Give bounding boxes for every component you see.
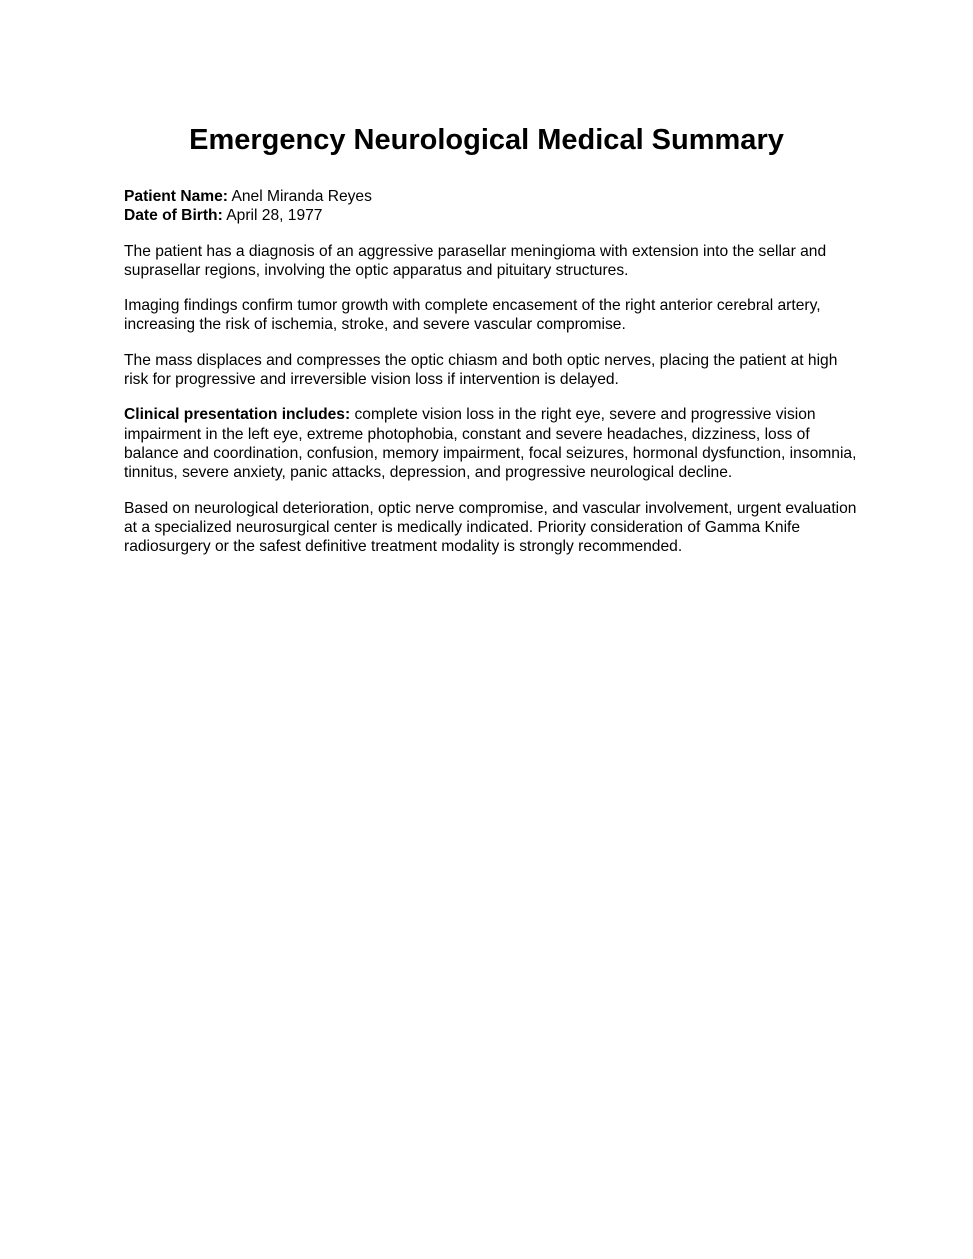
patient-name-line (124, 187, 860, 206)
date-of-birth-label: Date of Birth: (124, 207, 223, 225)
optic-compression-paragraph: The mass displaces and compresses the optic chiasm and both optic nerves, placing the patient at high risk for progressive and irreversible vision loss if intervention is delayed. (124, 351, 838, 389)
date-of-birth-line (124, 206, 860, 225)
imaging-paragraph: Imaging findings confirm tumor growth with complete encasement of the right anterior cerebral artery, increasing the risk of ischemia, stroke, and severe vascular compromise. (124, 297, 821, 334)
clinical-presentation-label: Clinical presentation includes: (124, 406, 351, 424)
document-title: Emergency Neurological Medical Summary (189, 124, 784, 156)
date-of-birth-value: April 28, 1977 (226, 207, 323, 225)
clinical-presentation-paragraph (124, 405, 860, 482)
clinical-presentation-text: complete vision loss in the right eye, severe and progressive vision impairment in the left eye, extreme photophobia, constant and severe headaches, dizziness, loss of balance and coordination, confusion, memory impairment, focal seizures, hormonal dysfunction, insomnia, tinnitus, severe anxiety, panic attacks, depression, and progressive neurological decline. (124, 406, 857, 482)
document-body (124, 187, 860, 556)
patient-info (124, 187, 860, 226)
patient-name-value: Anel Miranda Reyes (231, 188, 372, 205)
patient-name-label: Patient Name: (124, 188, 228, 205)
recommendation-paragraph: Based on neurological deterioration, optic nerve compromise, and vascular involvement, urgent evaluation at a specialized neurosurgical center is medically indicated. Priority consideration of Gamma Knife radiosurgery or the safest definitive treatment modality is strongly recommended. (124, 499, 857, 556)
diagnosis-paragraph: The patient has a diagnosis of an aggressive parasellar meningioma with extension into the sellar and suprasellar regions, involving the optic apparatus and pituitary structures. (124, 242, 827, 279)
